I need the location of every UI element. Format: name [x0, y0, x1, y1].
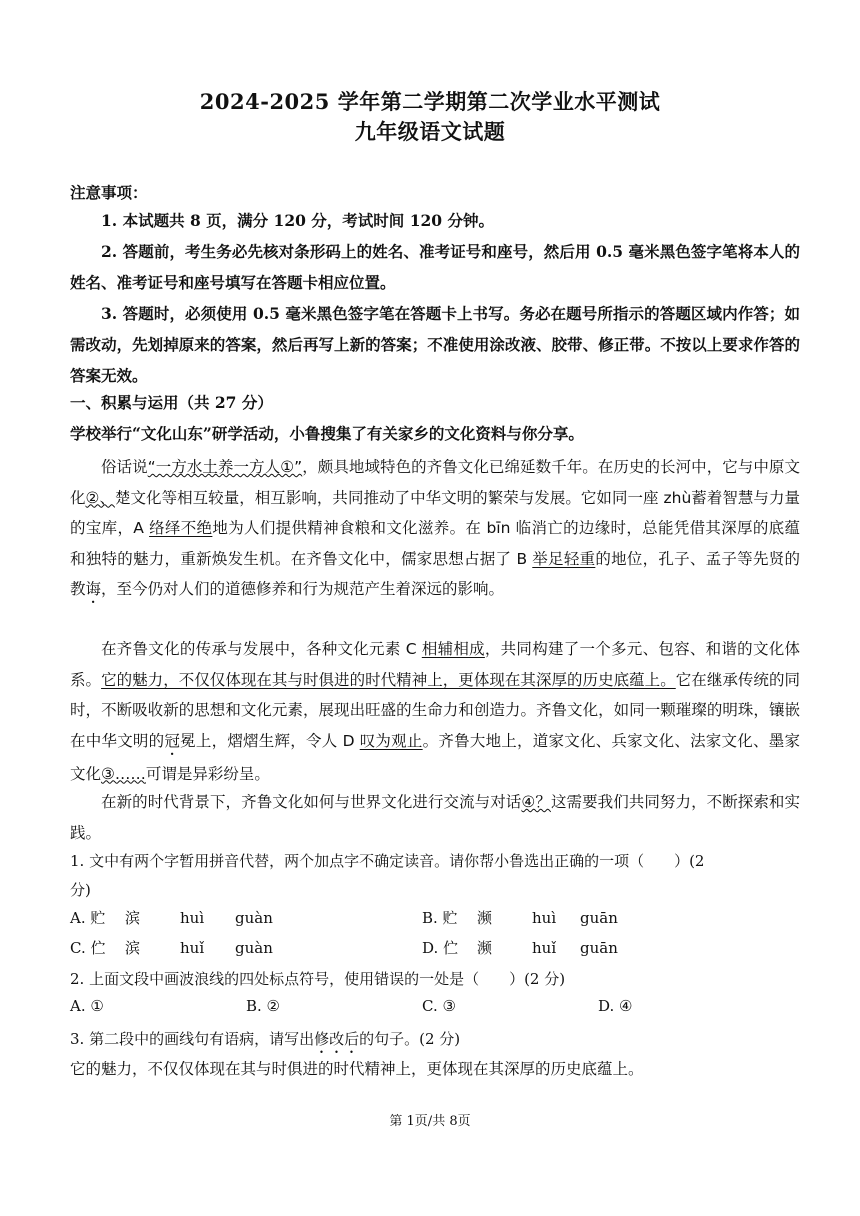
idiom-c: 相辅相成: [421, 640, 485, 658]
exam-title: 2024-2025 学年第二学期第二次学业水平测试: [199, 89, 661, 114]
passage-paragraph-1: 俗话说“一方水土养一方人①”，颇具地域特色的齐鲁文化已绵延数千年。在历史的长河中，它与中原文化②、楚文化等相互较量，相互影响，共同推动了中华文明的繁荣与发展。它如同一座 zhù蓄着智慧与力量的宝库，A 络绎不绝地为人们提供精神食粮和文化滋养。在 bīn 临消亡的边缘时，总能凭借其深厚的底蕴和独特的魅力，重新焕发生机。在齐鲁文化中，儒家思想占据了 B 举足轻重的地位，孔子、孟子等先贤的教诲，至今仍对人们的道德修养和行为规范产生着深远的影响。: [70, 458, 801, 598]
passage-paragraph-3: 在新的时代背景下，齐鲁文化如何与世界文化进行交流与对话④？这需要我们共同努力，不断探索和实践。: [70, 793, 800, 842]
question-2-stem: 2. 上面文段中画波浪线的四处标点符号，使用错误的一处是（ ）(2 分): [70, 970, 566, 988]
idiom-d: 叹为观止: [359, 731, 423, 750]
exam-subtitle: 九年级语文试题: [354, 119, 506, 144]
q1-option-d[interactable]: D. 伫 濒 huǐ guān: [422, 939, 618, 957]
dotted-char-1: 诲: [85, 580, 102, 598]
question-1-score: 分): [70, 881, 91, 899]
idiom-b: 举足轻重: [532, 549, 596, 568]
wavy-mark-2: ②、: [85, 488, 115, 507]
question-1-stem: 1. 文中有两个字暂用拼音代替，两个加点字不确定读音。请你帮小鲁选出正确的一项（ ）(2: [70, 852, 705, 870]
page-footer: 第 1页/共 8页: [389, 1114, 471, 1129]
wavy-mark-3: ③……: [101, 764, 146, 783]
q1-option-c[interactable]: C. 伫 滨 huǐ guàn: [70, 939, 273, 957]
note-item-1: 1. 本试题共 8 页，满分 120 分，考试时间 120 分钟。: [101, 211, 494, 230]
question-3-stem: 3. 第二段中的画线句有语病，请写出修改后的句子。(2 分): [70, 1030, 461, 1048]
q2-option-c[interactable]: C. ③: [422, 997, 456, 1015]
dotted-char-2: 冠: [164, 731, 181, 750]
q1-option-b[interactable]: B. 贮 濒 huì guān: [422, 909, 618, 927]
passage-paragraph-2: 在齐鲁文化的传承与发展中，各种文化元素 C 相辅相成，共同构建了一个多元、包容、和谐的文化体系。它的魅力，不仅仅体现在其与时俱进的时代精神上，更体现在其深厚的历史底蕴上。它在继承传统的同时，不断吸收新的思想和文化元素，展现出旺盛的生命力和创造力。齐鲁文化，如同一颗璀璨的明珠，镶嵌在中华文明的冠冕上，熠熠生辉，令人 D 叹为观止。齐鲁大地上，道家文化、兵家文化、法家文化、墨家文化③……可谓是异彩纷呈。: [70, 640, 800, 783]
q1-option-a[interactable]: A. 贮 滨 huì guàn: [70, 909, 273, 927]
question-3-sentence: 它的魅力，不仅仅体现在其与时俱进的时代精神上，更体现在其深厚的历史底蕴上。: [70, 1060, 644, 1078]
wavy-mark-4: ④？: [521, 793, 551, 811]
section-intro: 学校举行“文化山东”研学活动，小鲁搜集了有关家乡的文化资料与你分享。: [70, 424, 584, 443]
underlined-sentence: 它的魅力，不仅仅体现在其与时俱进的时代精神上，更体现在其深厚的历史底蕴上。: [101, 670, 676, 689]
note-item-3: 3. 答题时，必须使用 0.5 毫米黑色签字笔在答题卡上书写。务必在题号所指示的答题区域内作答；如需改动，先划掉原来的答案，然后再写上新的答案；不准使用涂改液、胶带、修正带。不按以上要求作答的答案无效。: [70, 304, 800, 385]
wavy-mark-1: “一方水土养一方人①”: [147, 458, 303, 476]
section-heading: 一、积累与运用（共 27 分）: [70, 393, 273, 412]
idiom-a: 络绎不绝: [149, 519, 213, 537]
dotted-phrase: 修改后: [314, 1030, 360, 1048]
q2-option-d[interactable]: D. ④: [598, 997, 633, 1015]
note-item-2: 2. 答题前，考生务必先核对条形码上的姓名、准考证号和座号，然后用 0.5 毫米黑色签字笔将本人的姓名、准考证号和座号填写在答题卡相应位置。: [70, 242, 800, 292]
q2-option-a[interactable]: A. ①: [70, 997, 104, 1015]
notes-heading: 注意事项：: [70, 183, 148, 202]
q2-option-b[interactable]: B. ②: [246, 997, 281, 1015]
